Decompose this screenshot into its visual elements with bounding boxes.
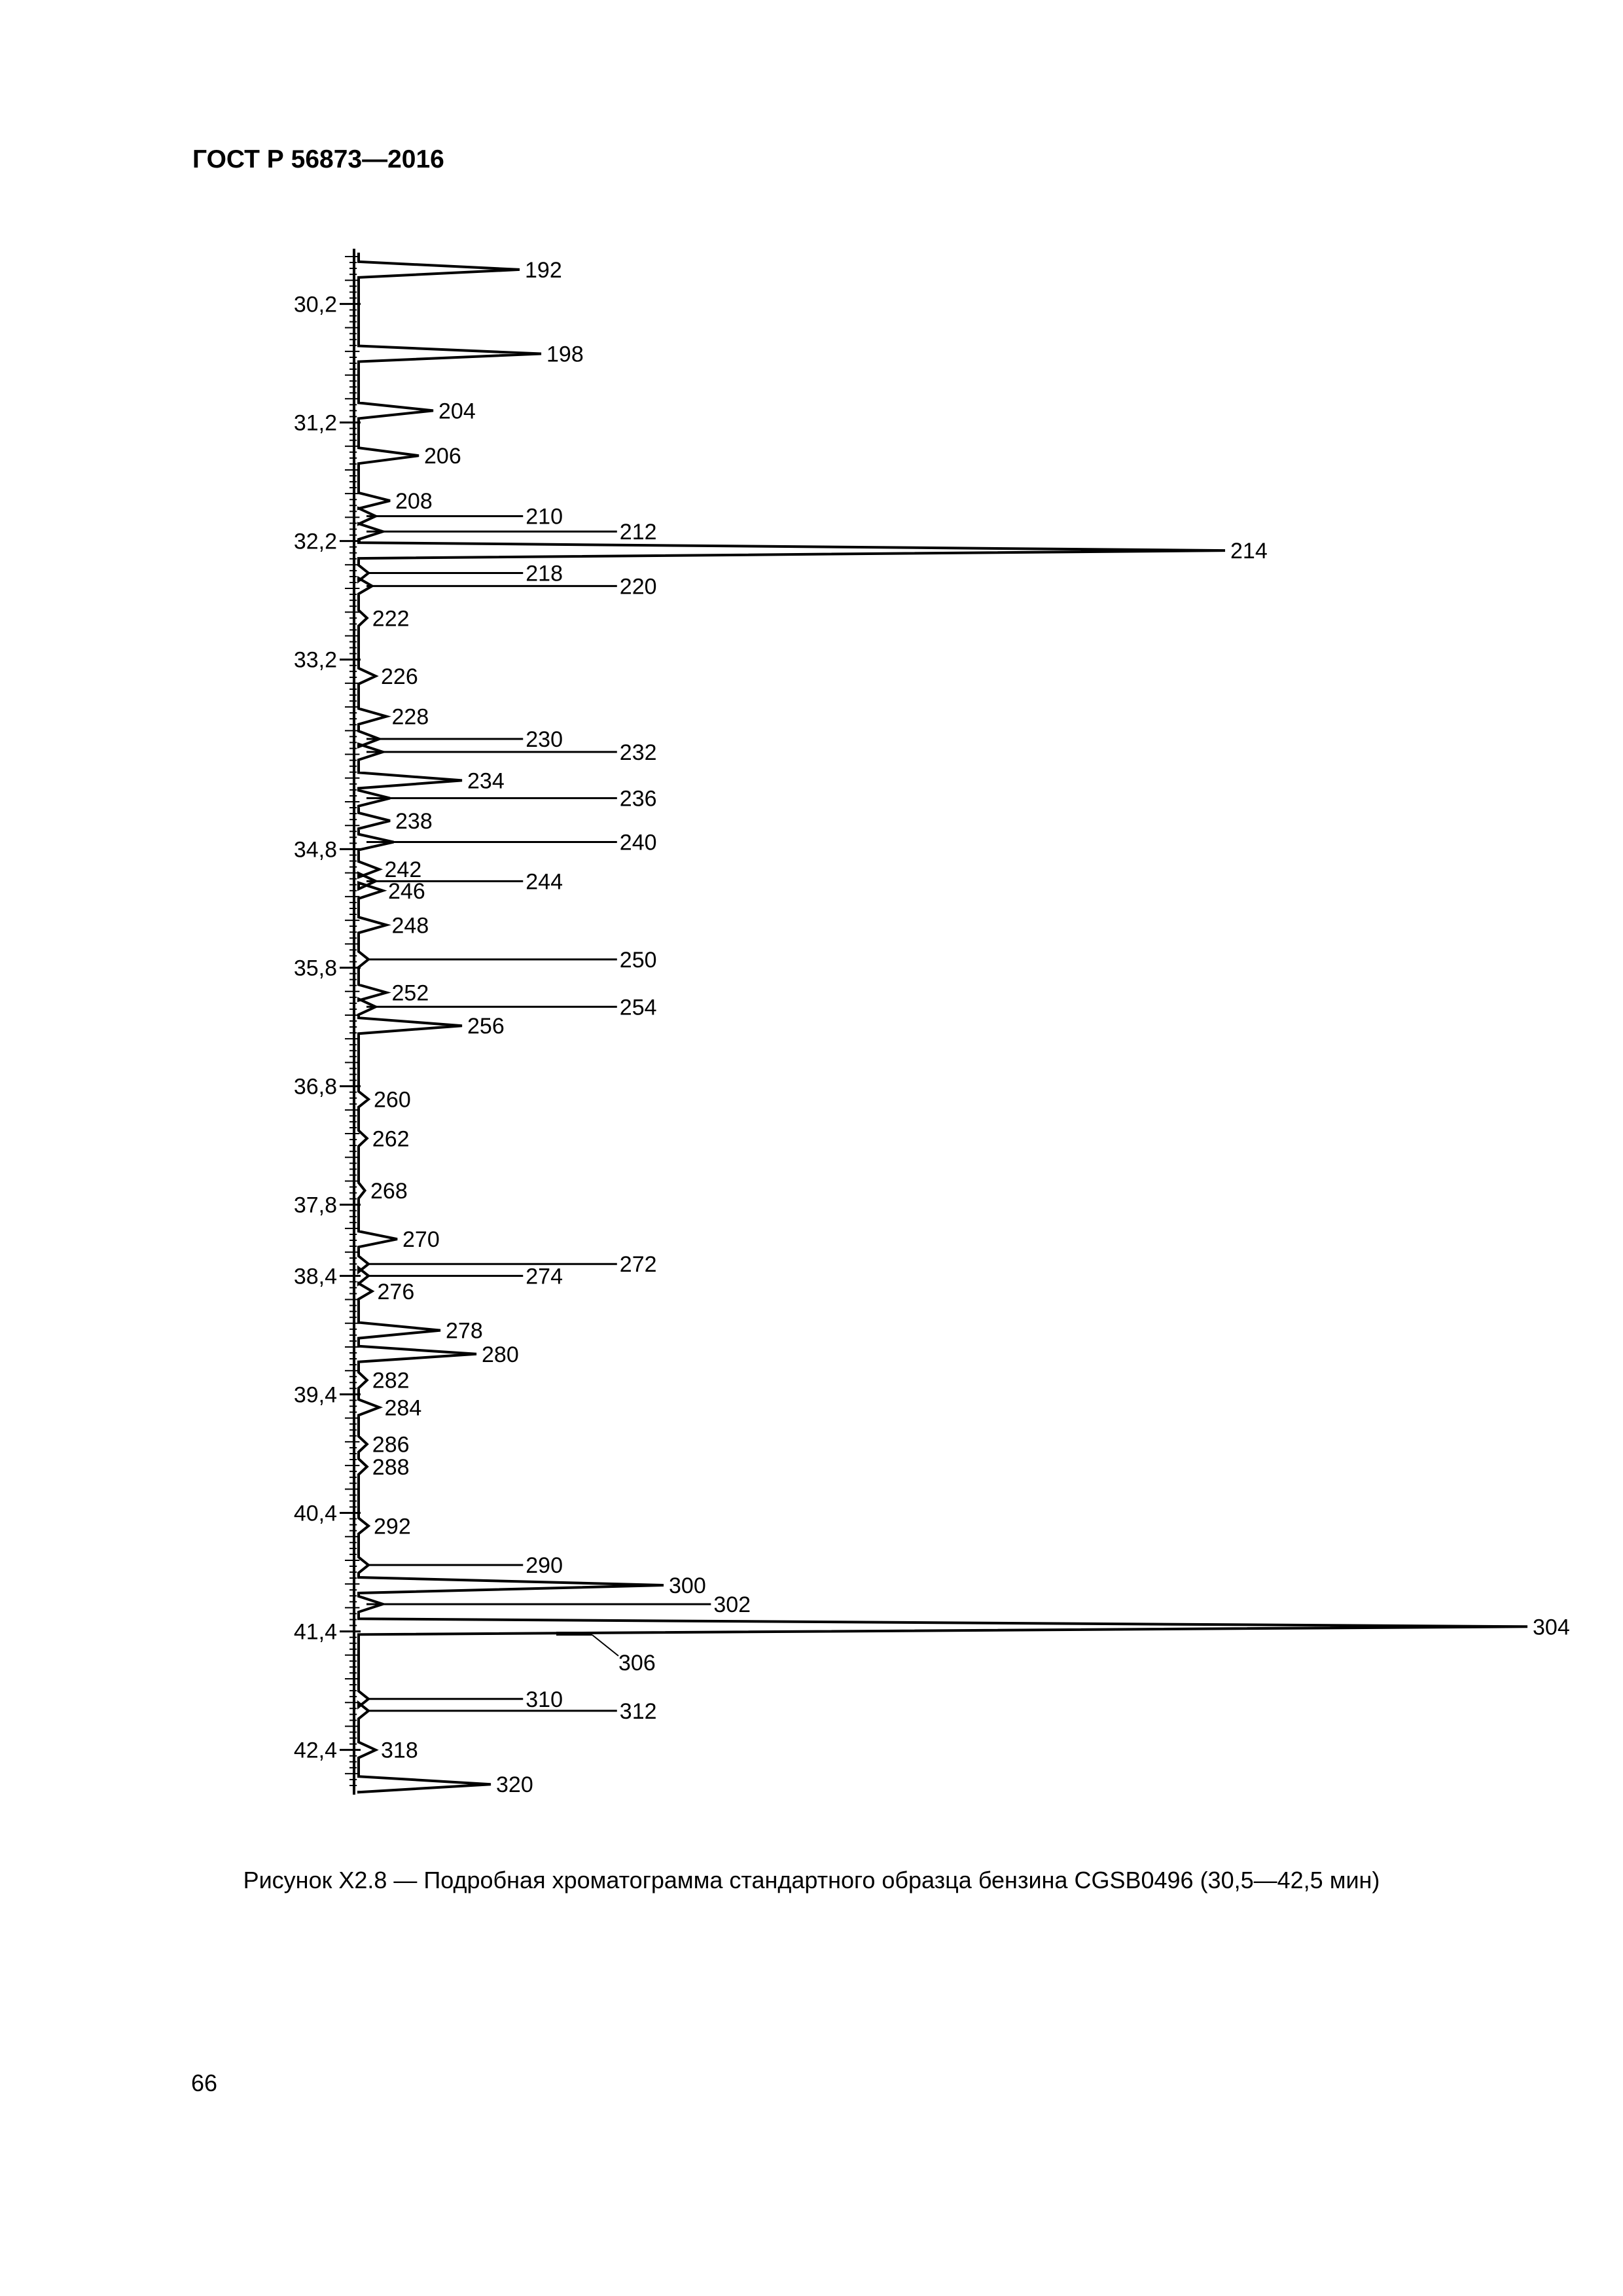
peak-label: 312 — [619, 1698, 657, 1724]
peak-label: 252 — [391, 980, 429, 1006]
peak-label: 208 — [395, 489, 433, 514]
peak-248 — [392, 913, 429, 938]
peak-label: 274 — [526, 1264, 563, 1289]
peak-260 — [374, 1088, 411, 1113]
peak-label: 232 — [619, 740, 657, 765]
peak-238 — [395, 809, 433, 834]
peak-label: 198 — [546, 342, 584, 367]
peak-label: 302 — [713, 1592, 751, 1617]
peak-label: 320 — [496, 1772, 533, 1798]
peak-192 — [525, 258, 562, 283]
tick-label: 35,8 — [293, 956, 337, 981]
time-axis — [294, 249, 361, 1795]
peak-232 — [366, 740, 657, 765]
peak-label: 192 — [525, 257, 562, 283]
peak-230 — [366, 727, 563, 752]
peak-leader — [592, 1635, 618, 1656]
peak-label: 234 — [467, 768, 505, 794]
tick-label: 37,8 — [293, 1193, 337, 1218]
peak-240 — [366, 831, 657, 855]
tick-label: 40,4 — [293, 1501, 337, 1526]
peak-label: 210 — [526, 504, 563, 529]
tick-label: 39,4 — [293, 1382, 337, 1408]
peak-304 — [1533, 1615, 1570, 1640]
tick-label: 41,4 — [293, 1619, 337, 1645]
peak-label: 212 — [619, 520, 657, 545]
peak-labels — [366, 258, 1570, 1797]
tick-label: 36,8 — [293, 1074, 337, 1100]
peak-220 — [366, 574, 657, 599]
peak-198 — [546, 342, 584, 367]
peak-label: 244 — [526, 869, 563, 895]
tick-label: 33,2 — [293, 647, 337, 673]
peak-label: 250 — [619, 947, 657, 973]
peak-270 — [402, 1227, 440, 1252]
peak-208 — [395, 489, 433, 514]
peak-label: 214 — [1230, 539, 1268, 564]
peak-label: 226 — [381, 664, 418, 690]
peak-label: 300 — [669, 1573, 706, 1598]
peak-286 — [372, 1432, 410, 1457]
peak-204 — [438, 399, 476, 423]
peak-284 — [385, 1395, 422, 1420]
peak-label: 276 — [377, 1279, 415, 1304]
peak-282 — [372, 1369, 410, 1393]
peak-214 — [1230, 539, 1268, 564]
tick-label: 32,2 — [293, 529, 337, 554]
peak-312 — [366, 1699, 657, 1724]
peak-label: 262 — [372, 1126, 410, 1152]
peak-306 — [556, 1634, 656, 1676]
peak-label: 238 — [395, 808, 433, 834]
peak-228 — [392, 705, 429, 730]
peak-label: 218 — [526, 561, 563, 586]
peak-318 — [381, 1738, 418, 1763]
peak-234 — [467, 768, 505, 793]
tick-label: 42,4 — [293, 1738, 337, 1763]
peak-label: 272 — [619, 1252, 657, 1278]
peak-label: 288 — [372, 1454, 410, 1480]
peak-310 — [366, 1687, 563, 1712]
peak-label: 284 — [384, 1395, 422, 1421]
peak-label: 268 — [370, 1178, 408, 1204]
peak-label: 236 — [619, 786, 657, 812]
peak-label: 220 — [619, 574, 657, 600]
peak-label: 318 — [381, 1738, 418, 1763]
peak-label: 260 — [374, 1087, 411, 1113]
peak-label: 256 — [467, 1014, 505, 1039]
peak-label: 280 — [482, 1342, 519, 1367]
peak-218 — [366, 561, 563, 586]
peak-222 — [372, 606, 410, 631]
peak-label: 246 — [388, 878, 425, 904]
peak-262 — [372, 1126, 410, 1151]
peak-label: 310 — [526, 1687, 563, 1712]
peak-268 — [370, 1179, 408, 1204]
peak-label: 206 — [424, 444, 461, 469]
peak-212 — [366, 520, 657, 545]
peak-226 — [381, 664, 418, 689]
peak-278 — [446, 1319, 483, 1344]
peak-label: 204 — [438, 399, 476, 424]
peak-246 — [388, 879, 425, 904]
peak-label: 254 — [619, 995, 657, 1020]
peak-label: 304 — [1533, 1615, 1570, 1640]
peak-290 — [366, 1553, 563, 1578]
peak-250 — [366, 948, 657, 973]
peak-label: 242 — [384, 857, 422, 883]
peak-256 — [467, 1014, 505, 1039]
peak-236 — [366, 787, 657, 812]
peak-label: 282 — [372, 1368, 410, 1393]
peak-label: 222 — [372, 606, 410, 632]
peak-label: 248 — [391, 913, 429, 939]
peak-272 — [366, 1252, 657, 1277]
peak-label: 306 — [618, 1651, 656, 1676]
tick-label: 38,4 — [293, 1264, 337, 1289]
tick-label: 34,8 — [293, 837, 337, 863]
tick-label: 31,2 — [293, 410, 337, 436]
figure-caption: Рисунок X2.8 — Подробная хроматограмма стандартного образца бензина CGSB0496 (30,5—42,5 мин) — [243, 1867, 1380, 1893]
tick-label: 30,2 — [293, 292, 337, 317]
peak-206 — [424, 444, 461, 469]
peak-label: 230 — [526, 727, 563, 753]
peak-label: 240 — [619, 830, 657, 855]
page-number: 66 — [191, 2070, 218, 2096]
peak-label: 290 — [526, 1553, 563, 1579]
peak-276 — [378, 1280, 415, 1304]
peak-label: 278 — [446, 1318, 483, 1344]
peak-label: 270 — [402, 1227, 440, 1253]
peak-292 — [374, 1514, 411, 1539]
peak-288 — [372, 1455, 410, 1480]
peak-280 — [482, 1342, 519, 1367]
peak-252 — [392, 981, 429, 1006]
peak-label: 286 — [372, 1432, 410, 1458]
peak-320 — [496, 1772, 533, 1797]
peak-label: 228 — [391, 704, 429, 730]
peak-300 — [669, 1573, 706, 1598]
peak-label: 292 — [374, 1514, 411, 1539]
document-header: ГОСТ Р 56873—2016 — [192, 145, 444, 173]
